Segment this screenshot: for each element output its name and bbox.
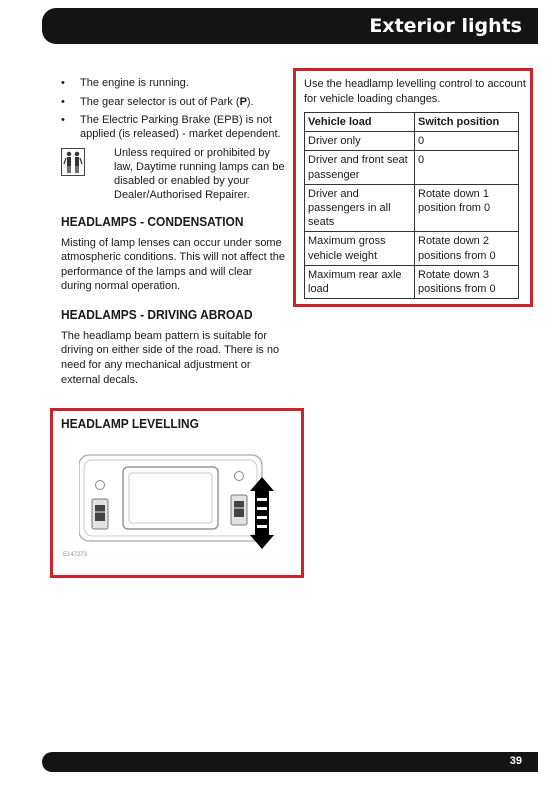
vehicle-load-cell: Driver and passengers in all seats <box>305 184 415 232</box>
header-bar <box>42 8 538 44</box>
bullet-item-gear: • The gear selector is out of Park (P). <box>61 95 285 109</box>
intro-bullet-list <box>61 76 285 141</box>
driving-abroad-text: The headlamp beam pattern is suitable for driving on either side of the road. There is no need for any mechanical adjustment or external decals. <box>61 329 280 386</box>
page-title: Exterior lights <box>369 15 522 37</box>
vehicle-load-cell: Driver only <box>305 132 415 151</box>
bullet-item-engine: • The engine is running. <box>61 76 285 90</box>
table-row <box>305 132 519 151</box>
column-header-switch-position: Switch position <box>415 113 519 132</box>
note-text: Unless required or prohibited by law, Daytime running lamps can be disabled or enabled by your Dealer/Authorised Repairer. <box>114 146 285 202</box>
table-row <box>305 265 519 298</box>
driving-abroad-heading: HEADLAMPS - DRIVING ABROAD <box>61 306 253 322</box>
condensation-heading: HEADLAMPS - CONDENSATION <box>61 213 244 229</box>
bullet-item-epb: • The Electric Parking Brake (EPB) is not applied (is released) - market dependent. <box>61 113 285 141</box>
daytime-lamps-note <box>61 146 285 208</box>
condensation-text: Misting of lamp lenses can occur under some atmospheric conditions. This will not affect the performance of the lamps and will clear during normal operation. <box>61 236 285 293</box>
switch-position-cell: 0 <box>415 151 519 184</box>
vehicle-load-cell: Maximum rear axle load <box>305 265 415 298</box>
vehicle-load-table-box <box>293 68 533 307</box>
levelling-control-diagram <box>79 453 284 558</box>
vehicle-load-cell: Driver and front seat passenger <box>305 151 415 184</box>
table-row <box>305 184 519 232</box>
footer-bar <box>42 752 538 772</box>
table-caption: Use the headlamp levelling control to account for vehicle loading changes. <box>304 78 526 105</box>
left-column <box>61 76 285 387</box>
switch-position-cell: Rotate down 2 positions from 0 <box>415 232 519 265</box>
column-header-vehicle-load: Vehicle load <box>305 113 415 132</box>
vehicle-load-cell: Maximum gross vehicle weight <box>305 232 415 265</box>
figure-reference: E147273 <box>63 552 88 558</box>
switch-position-cell: Rotate down 3 positions from 0 <box>415 265 519 298</box>
switch-position-cell: Rotate down 1 position from 0 <box>415 184 519 232</box>
page-number: 39 <box>509 755 522 767</box>
vehicle-load-table <box>304 112 519 299</box>
switch-position-cell: 0 <box>415 132 519 151</box>
table-row <box>305 232 519 265</box>
levelling-heading: HEADLAMP LEVELLING <box>61 416 199 431</box>
people-warning-icon <box>61 148 85 176</box>
headlamp-levelling-box <box>50 408 304 578</box>
table-header-row <box>305 113 519 132</box>
table-row <box>305 151 519 184</box>
